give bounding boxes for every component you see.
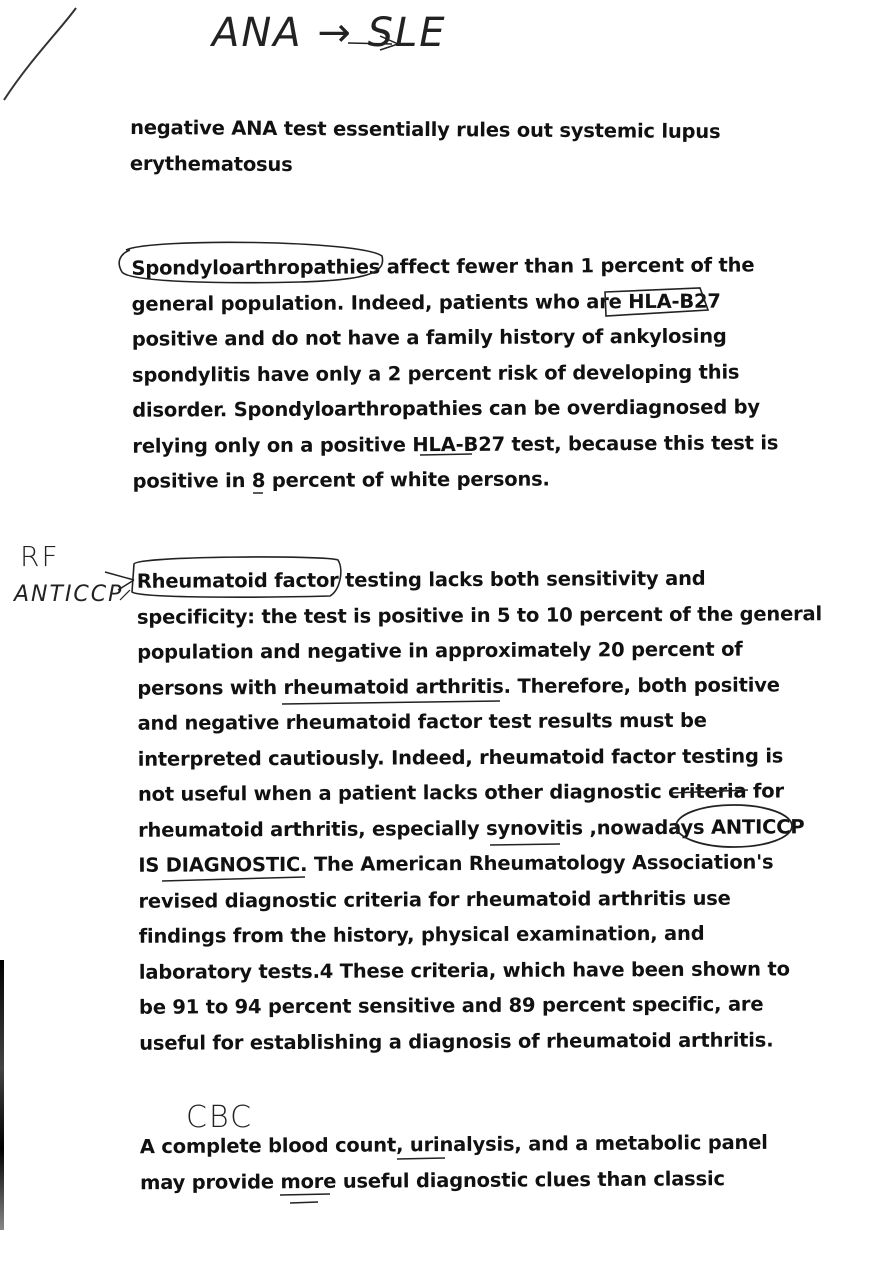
text-line: revised diagnostic criteria for rheumatoid arthritis use bbox=[138, 886, 731, 913]
text-line: Spondyloarthropathies affect fewer than 1 percent of the bbox=[131, 253, 755, 280]
paragraph-ana bbox=[130, 110, 721, 185]
text-line: erythematosus bbox=[129, 151, 293, 176]
text-line: not useful when a patient lacks other diagnostic criteria for bbox=[137, 779, 784, 806]
text-line: interpreted cautiously. Indeed, rheumatoid factor testing is bbox=[137, 743, 784, 771]
text-line: and negative rheumatoid factor test results must be bbox=[137, 708, 707, 735]
handwritten-title: ANA → SLE bbox=[212, 10, 447, 56]
text-line: laboratory tests.4 These criteria, which have been shown to bbox=[138, 956, 790, 984]
text-line: be 91 to 94 percent sensitive and 89 percent specific, are bbox=[138, 992, 764, 1019]
handwritten-cbc: CBC bbox=[186, 1100, 254, 1135]
text-line: A complete blood count, urinalysis, and a metabolic panel bbox=[139, 1130, 768, 1159]
handwritten-rf: RF bbox=[20, 540, 60, 573]
text-line: relying only on a positive HLA-B27 test, because this test is bbox=[132, 430, 779, 458]
text-line: may provide more useful diagnostic clues than classic bbox=[140, 1166, 725, 1194]
text-line: population and negative in approximately 20 percent of bbox=[137, 637, 743, 664]
text-line: Rheumatoid factor testing lacks both sensitivity and bbox=[136, 566, 706, 593]
paragraph-spondylo bbox=[131, 247, 778, 499]
text-line: positive in 8 percent of white persons. bbox=[132, 467, 550, 493]
text-line: negative ANA test essentially rules out systemic lupus bbox=[130, 115, 721, 144]
scan-edge-shadow bbox=[0, 960, 4, 1230]
handwritten-anticcp: ANTICCP bbox=[14, 582, 124, 607]
text-line: spondylitis have only a 2 percent risk of developing this bbox=[131, 360, 740, 387]
text-line: positive and do not have a family history of ankylosing bbox=[131, 324, 727, 351]
text-line: specificity: the test is positive in 5 to 10 percent of the general bbox=[136, 601, 823, 629]
text-line: rheumatoid arthritis, especially synovitis ,nowadays ANTICCP bbox=[138, 814, 805, 842]
text-line: general population. Indeed, patients who are HLA-B27 bbox=[131, 289, 721, 316]
text-line: useful for establishing a diagnosis of rheumatoid arthritis. bbox=[139, 1027, 774, 1055]
text-line: persons with rheumatoid arthritis. Therefore, both positive bbox=[137, 672, 780, 700]
paragraph-rheumatoid bbox=[137, 560, 825, 1061]
text-line: findings from the history, physical examination, and bbox=[138, 921, 705, 948]
paragraph-cbc bbox=[140, 1125, 768, 1200]
text-line: IS DIAGNOSTIC. The American Rheumatology Association's bbox=[138, 850, 774, 877]
text-line: disorder. Spondyloarthropathies can be overdiagnosed by bbox=[132, 395, 760, 422]
scan-corner-stroke bbox=[0, 0, 90, 110]
